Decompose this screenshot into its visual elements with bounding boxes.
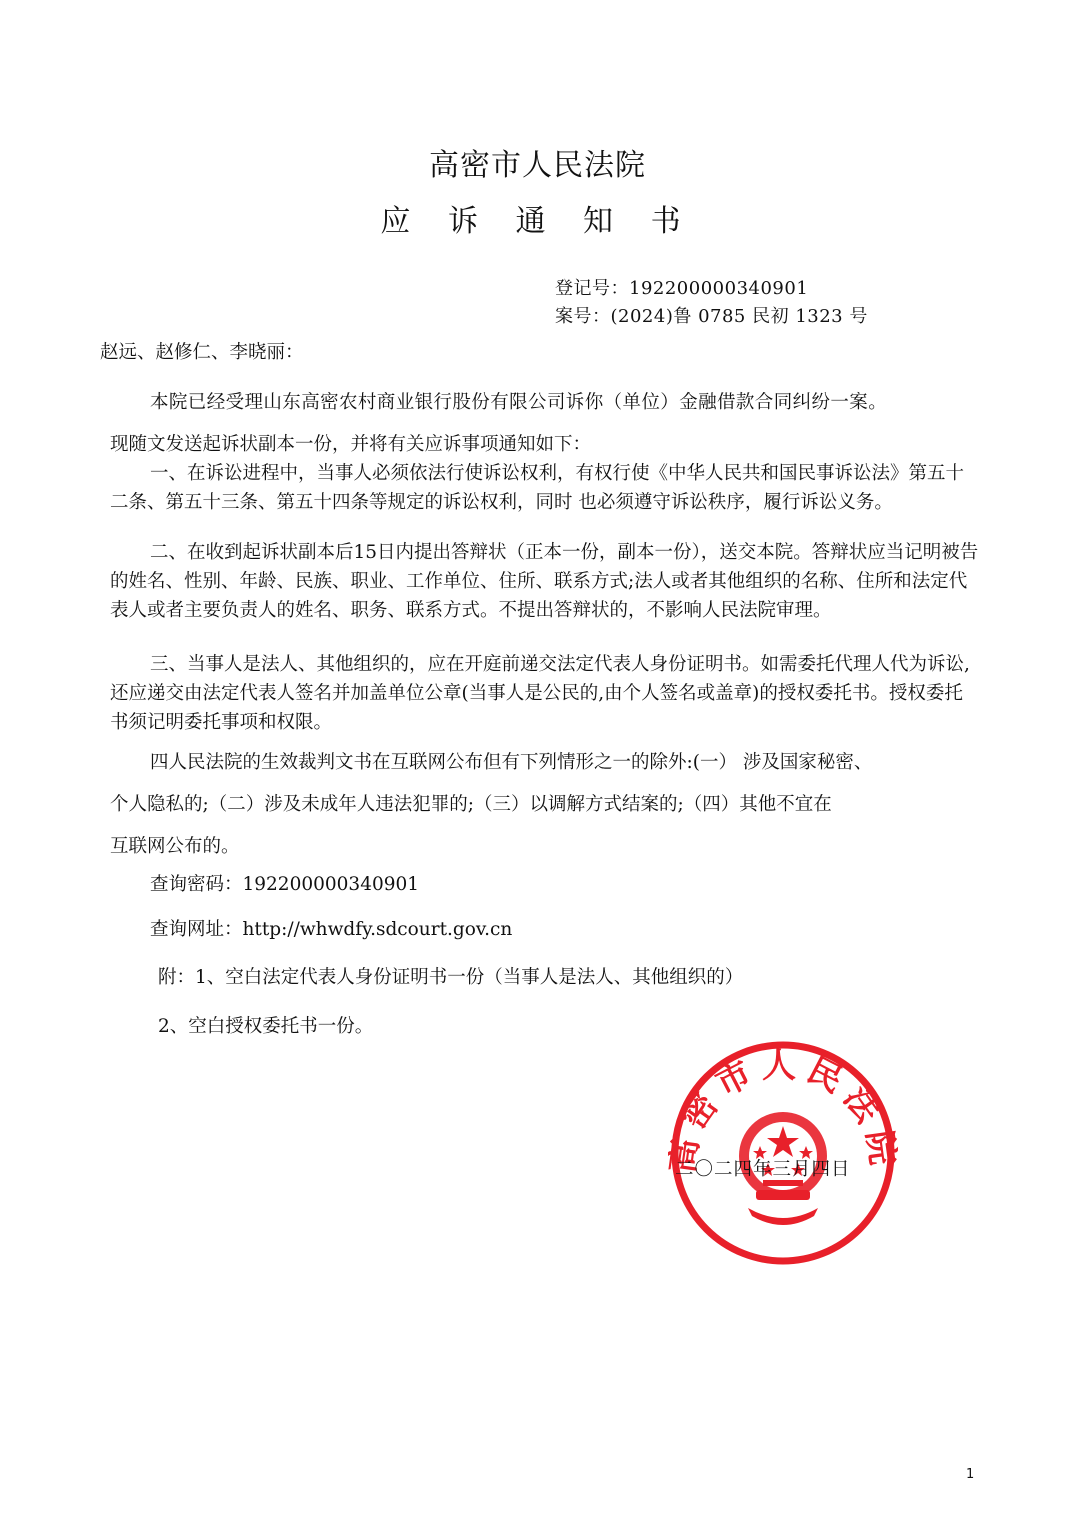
document-title: 应 诉 通 知 书 (380, 204, 695, 239)
notice-item-4-line-1: 四人民法院的生效裁判文书在互联网公布但有下列情形之一的除外:(一） 涉及国家秘密、 (150, 752, 873, 773)
attachment-2: 2、空白授权委托书一份。 (158, 1016, 374, 1037)
case-number: 案号：(2024)鲁 0785 民初 1323 号 (555, 306, 868, 327)
notice-item-4-line-2: 个人隐私的;（二）涉及未成年人违法犯罪的;（三）以调解方式结案的;（四）其他不宜在 (110, 794, 832, 815)
notice-item-1: 一、在诉讼进程中，当事人必须依法行使诉讼权利，有权行使《中华人民共和国民事诉讼法》第五十二条、第五十三条、第五十四条等规定的诉讼权利，同时 也必须遵守诉讼秩序，履行诉讼义务。 (110, 463, 965, 513)
svg-text:高密市人民法院: 密市人民法 (673, 1046, 893, 1137)
court-name-title: 高密市人民法院 (429, 148, 646, 183)
query-password: 查询密码：192200000340901 (150, 874, 420, 895)
issue-date: 二〇二四年三月四日 (675, 1159, 851, 1180)
query-url: 查询网址：http://whwdfy.sdcourt.gov.cn (150, 919, 513, 940)
notice-item-3: 三、当事人是法人、其他组织的，应在开庭前递交法定代表人身份证明书。如需委托代理人代为诉讼,还应递交由法定代表人签名并加盖单位公章(当事人是公民的,由个人签名或盖章)的授权委托书。授权委托书须记明委托事项和权限。 (110, 654, 970, 733)
notice-item-4-line-3: 互联网公布的。 (110, 836, 240, 857)
court-seal-icon (668, 1038, 898, 1268)
attachment-1: 附：1、空白法定代表人身份证明书一份（当事人是法人、其他组织的） (158, 967, 744, 988)
registration-number: 登记号：192200000340901 (555, 278, 809, 299)
notice-item-2: 二、在收到起诉状副本后15日内提出答辩状（正本一份，副本一份），送交本院。答辩状应当记明被告的姓名、性别、年龄、民族、职业、工作单位、住所、联系方式;法人或者其他组织的名称、住所和法定代表人或者主要负责人的姓名、职务、联系方式。不提出答辩状的，不影响人民法院审理。 (110, 542, 979, 621)
intro-line-2: 现随文发送起诉状副本一份，并将有关应诉事项通知如下： (110, 434, 592, 455)
page-number: 1 (966, 1467, 975, 1482)
intro-line-1: 本院已经受理山东高密农村商业银行股份有限公司诉你（单位）金融借款合同纠纷一案。 (150, 392, 888, 413)
addressee: 赵远、赵修仁、李晓丽： (100, 342, 304, 363)
